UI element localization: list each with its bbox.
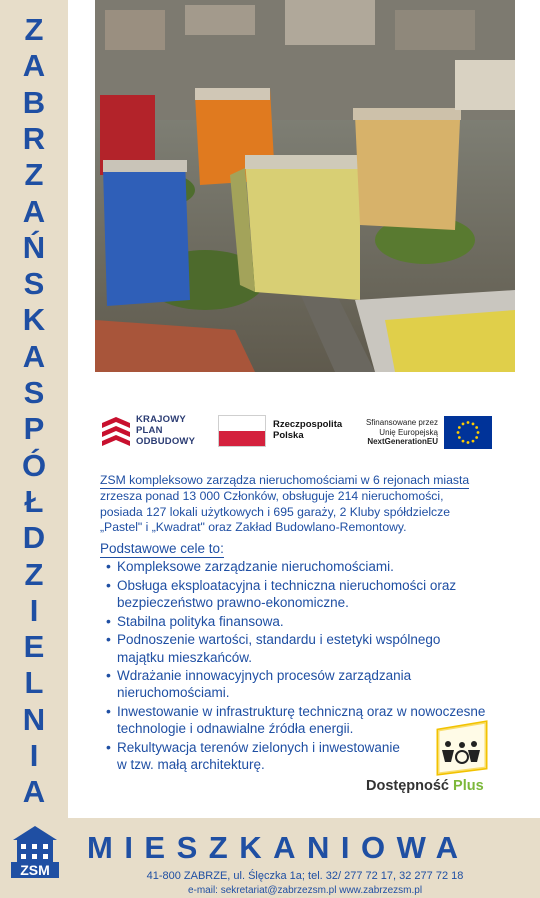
vertical-title-letter: S [23,266,45,302]
footer-address: 41-800 ZABRZE, ul. Ślęczka 1a; tel. 32/ 277 72 17, 32 277 72 18 [146,870,464,882]
zsm-logo-text: ZSM [11,862,59,878]
dostepnosc-plus: Plus [453,778,484,794]
dostepnosc-text [366,778,484,794]
intro-lead: ZSM kompleksowo zarządza nieruchomościami w 6 rejonach miasta [100,473,469,489]
vertical-title-letter: I [29,738,39,773]
dostepnosc-plus-logo [364,720,529,802]
footer-title: MIESZKANIOWA [87,830,470,865]
eu-flag-icon [444,416,492,449]
list-item [106,558,526,575]
vertical-title-letter: A [22,48,46,84]
goal-text: Wdrażanie innowacyjnych procesów zarządzania [117,668,412,684]
vertical-title-letter: Ł [24,483,44,519]
eu-funding-text [350,418,438,447]
city-illustration [95,0,515,372]
kpo-line: ODBUDOWY [136,436,196,447]
vertical-title-letter: I [29,592,39,628]
vertical-title-letter: S [23,375,45,410]
goal-text: technologie i odnawialne źródła energii. [117,721,354,737]
vertical-title-letter: R [22,120,46,156]
kpo-logo-icon [100,415,132,449]
vertical-title-letter: K [22,302,46,338]
goal-text: Inwestowanie w infrastrukturę techniczną oraz w nowoczesne [117,704,486,720]
rp-line: Rzeczpospolita [273,419,343,430]
goal-text: Stabilna polityka finansowa. [117,613,284,629]
footer [0,818,540,898]
vertical-title-letter: E [23,629,45,665]
aerial-city-photo [95,0,515,372]
vertical-title-letter: A [22,338,46,374]
funding-logos [100,412,500,456]
rp-line: Polska [273,430,304,441]
vertical-title-letter: A [22,193,46,229]
vertical-title [0,0,68,820]
intro-line: „Pastel" i „Kwadrat" oraz Zakład Budowlano-Remontowy. [100,519,407,534]
goal-text: w tzw. małą architekturę. [117,757,265,773]
goal-text: Obsługa eksploatacyjna i techniczna nieruchomości oraz [117,577,457,593]
kpo-line: KRAJOWY [136,414,186,425]
goal-text: nieruchomościami. [117,685,230,701]
list-item [106,613,526,630]
list-item [106,631,526,665]
vertical-title-letter: Ń [22,229,46,265]
vertical-title-letter: N [22,701,46,737]
list-item [106,667,526,701]
vertical-title-letter: L [24,665,44,701]
goals-heading: Podstawowe cele to: [100,541,224,556]
vertical-title-letter: Ó [21,447,47,483]
eu-line: NextGenerationEU [367,437,438,446]
goal-text: Kompleksowe zarządzanie nieruchomościami. [117,559,394,574]
rp-logo-text [273,419,342,441]
goal-text: bezpieczeństwo prawno-ekonomiczne. [117,594,349,610]
polish-flag-icon [218,415,266,447]
goal-text: majątku mieszkańców. [117,649,253,665]
vertical-title-letter: Z [24,157,44,193]
vertical-title-letter: Z [24,12,44,47]
kpo-line: PLAN [136,425,163,436]
goal-text: Rekultywacja terenów zielonych i inwestowanie [117,740,400,756]
vertical-title-letter: Z [24,556,44,592]
zsm-logo [11,824,59,880]
vertical-title-letter: B [22,84,46,120]
eu-line: Sfinansowane przez [365,418,438,427]
vertical-title-letter: D [22,520,46,556]
accessibility-icon [424,720,504,776]
goal-text: Podnoszenie wartości, standardu i estetyki wspólnego [117,632,441,648]
kpo-logo-text [136,414,195,447]
footer-contact: e-mail: sekretariat@zabrzezsm.pl www.zabrzezsm.pl [187,885,423,896]
dostepnosc-word: Dostępność [366,778,449,794]
intro-line: zrzesza ponad 13 000 Członków, obsługuje 214 nieruchomości, [100,489,444,504]
eu-line: Unię Europejską [379,427,438,437]
intro-paragraph [100,473,500,535]
intro-line: posiada 127 lokali użytkowych i 695 garaży, 2 Kluby spółdzielcze [100,504,451,519]
vertical-title-letter: P [23,411,45,447]
vertical-title-letter: A [22,774,46,810]
list-item [106,577,526,611]
